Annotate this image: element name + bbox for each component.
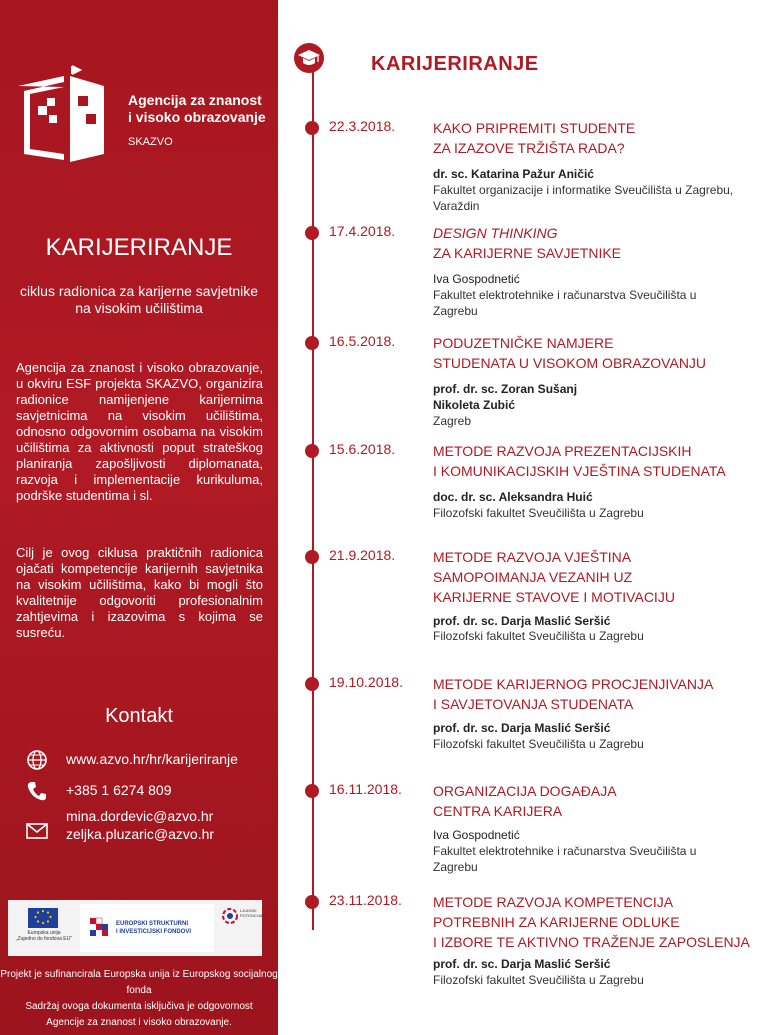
org-name-line2: i visoko obrazovanje bbox=[128, 109, 266, 125]
event-speaker: prof. dr. sc. Zoran Sušanj bbox=[433, 382, 578, 396]
event-title bbox=[433, 118, 635, 158]
event-date: 16.11.2018. bbox=[329, 781, 402, 797]
esi-funds-logo bbox=[80, 904, 214, 952]
event-speaker: prof. dr. sc. Darja Maslić Seršić bbox=[433, 957, 611, 971]
event-speaker: dr. sc. Katarina Pažur Aničić bbox=[433, 167, 594, 181]
timeline-line bbox=[312, 70, 314, 930]
event-date: 19.10.2018. bbox=[329, 674, 403, 690]
people-ring-icon bbox=[220, 906, 240, 926]
event-speaker: Iva Gospodnetić bbox=[433, 272, 520, 286]
event-date: 17.4.2018. bbox=[329, 223, 396, 239]
eu-label-2: „Zajedno do fondova EU" bbox=[16, 936, 72, 942]
human-potential-label: LJUDSKI POTENCIJALI bbox=[240, 908, 266, 918]
org-name bbox=[128, 92, 266, 126]
timeline-dot bbox=[305, 895, 319, 909]
event-title-line: CENTRA KARIJERA bbox=[433, 803, 563, 819]
envelope-icon bbox=[26, 820, 48, 842]
event-title-line: KARIJERNE STAVOVE I MOTIVACIJU bbox=[433, 589, 675, 605]
timeline-dot bbox=[305, 121, 319, 135]
esi-label-1: EUROPSKI STRUKTURNI bbox=[116, 921, 189, 927]
funding-logos bbox=[8, 900, 266, 956]
sidebar bbox=[0, 0, 278, 1035]
event-affiliation: Fakultet elektrotehnike i računarstva Sveučilišta u Zagrebu bbox=[433, 288, 697, 318]
event-title-line: KAKO PRIPREMITI STUDENTE bbox=[433, 120, 636, 136]
event-title-line: I SAVJETOVANJA STUDENATA bbox=[433, 696, 634, 712]
event-title-line: I IZBORE TE AKTIVNO TRAŽENJE ZAPOSLENJA bbox=[433, 934, 750, 950]
event-title-line: I KOMUNIKACIJSKIH VJEŠTINA STUDENATA bbox=[433, 463, 726, 479]
esi-label-2: I INVESTICIJSKI FONDOVI bbox=[116, 929, 192, 935]
event-title-line: METODE RAZVOJA PREZENTACIJSKIH bbox=[433, 443, 692, 459]
event-title bbox=[433, 333, 706, 373]
event-affiliation: Fakultet organizacije i informatike Sveučilišta u Zagrebu, Varaždin bbox=[433, 183, 734, 213]
footer-line-1: Projekt je sufinancirala Europska unija iz Europskog socijalnog fonda bbox=[0, 969, 278, 996]
event-title-line: POTREBNIH ZA KARIJERNE ODLUKE bbox=[433, 914, 680, 930]
timeline-dot bbox=[305, 226, 319, 240]
intro-paragraph: Agencija za znanost i visoko obrazovanje, u okviru ESF projekta SKAZVO, organizira radionice namijenjene karijernima savjetnicima na visokim učilištima, odnosno odgovornim osobama na visokim učilištima za aktivnosti poput strateškog planiranja zapošljivosti diplomanata, razvoja i implementacije kurikuluma, podrške studentima i sl. bbox=[16, 360, 263, 503]
event-title-line: PODUZETNIČKE NAMJERE bbox=[433, 335, 614, 351]
event-title-line: METODE RAZVOJA VJEŠTINA bbox=[433, 549, 632, 565]
sidebar-subtitle: ciklus radionica za karijerne savjetnike na visokim učilištima bbox=[19, 283, 259, 316]
event-title bbox=[433, 892, 750, 952]
event-speaker: prof. dr. sc. Darja Maslić Seršić bbox=[433, 721, 611, 735]
event-title-line: ZA KARIJERNE SAVJETNIKE bbox=[433, 245, 622, 261]
goal-paragraph: Cilj je ovog ciklusa praktičnih radionica ojačati kompetencije karijernih savjetnika na visokim učilištima, kako bi mogli što kvalitetnije odgovoriti profesionalnim zahtjevima i izazovima s kojima se susreću. bbox=[16, 545, 263, 640]
phone-icon bbox=[26, 780, 48, 802]
event-speaker: prof. dr. sc. Darja Maslić Seršić bbox=[433, 614, 611, 628]
org-abbr: SKAZVO bbox=[128, 136, 173, 148]
event-affiliation: Filozofski fakultet Sveučilišta u Zagrebu bbox=[433, 506, 644, 520]
graduation-cap-icon bbox=[293, 42, 325, 74]
event-title bbox=[433, 441, 726, 481]
contact-email-2[interactable]: zeljka.pluzaric@azvo.hr bbox=[66, 826, 215, 842]
contact-title: Kontakt bbox=[105, 705, 173, 727]
timeline-dot bbox=[305, 336, 319, 350]
event-affiliation: Fakultet elektrotehnike i računarstva Sveučilišta u Zagrebu bbox=[433, 844, 697, 874]
globe-icon bbox=[26, 749, 48, 771]
event-affiliation: Filozofski fakultet Sveučilišta u Zagrebu bbox=[433, 973, 644, 987]
timeline-dot bbox=[305, 550, 319, 564]
event-date: 15.6.2018. bbox=[329, 441, 396, 457]
sidebar-title: KARIJERIRANJE bbox=[45, 234, 233, 261]
event-title-line: METODE KARIJERNOG PROCJENJIVANJA bbox=[433, 676, 714, 692]
event-title-line: METODE RAZVOJA KOMPETENCIJA bbox=[433, 894, 674, 910]
event-title bbox=[433, 547, 675, 607]
timeline-dot bbox=[305, 677, 319, 691]
contact-phone-number[interactable]: +385 1 6274 809 bbox=[66, 782, 172, 798]
event-affiliation: Filozofski fakultet Sveučilišta u Zagrebu bbox=[433, 629, 644, 643]
contact-web-link[interactable]: www.azvo.hr/hr/karijeriranje bbox=[66, 751, 238, 767]
main-title: KARIJERIRANJE bbox=[371, 53, 539, 75]
eu-label-1: Europska unija bbox=[27, 930, 61, 936]
timeline-dot bbox=[305, 784, 319, 798]
event-title-line: ZA IZAZOVE TRŽIŠTA RADA? bbox=[433, 140, 625, 156]
croatia-checker-icon bbox=[86, 914, 112, 940]
eu-flag-icon bbox=[14, 906, 72, 950]
human-potential-logo bbox=[218, 904, 266, 952]
footer-line-3: Agencije za znanost i visoko obrazovanje. bbox=[46, 1017, 232, 1028]
contact-email-1[interactable]: mina.dordevic@azvo.hr bbox=[66, 808, 214, 824]
event-title bbox=[433, 674, 713, 714]
event-title-line: SAMOPOIMANJA VEZANIH UZ bbox=[433, 569, 633, 585]
event-speaker: Nikoleta Zubić bbox=[433, 398, 516, 412]
event-date: 22.3.2018. bbox=[329, 118, 396, 134]
timeline-dot bbox=[305, 444, 319, 458]
event-affiliation: Zagreb bbox=[433, 414, 472, 428]
azvo-logo-icon bbox=[14, 62, 110, 162]
event-title bbox=[433, 223, 621, 263]
event-date: 21.9.2018. bbox=[329, 547, 396, 563]
event-title-line: DESIGN THINKING bbox=[433, 225, 558, 241]
event-title-line: STUDENATA U VISOKOM OBRAZOVANJU bbox=[433, 355, 707, 371]
org-name-line1: Agencija za znanost bbox=[128, 92, 262, 108]
event-speaker: doc. dr. sc. Aleksandra Huić bbox=[433, 490, 593, 504]
footer-line-2: Sadržaj ovoga dokumenta isključiva je odgovornost bbox=[25, 1001, 253, 1012]
event-title-line: ORGANIZACIJA DOGAĐAJA bbox=[433, 783, 617, 799]
event-affiliation: Filozofski fakultet Sveučilišta u Zagrebu bbox=[433, 737, 644, 751]
funding-footer bbox=[0, 967, 278, 1031]
event-date: 23.11.2018. bbox=[329, 892, 402, 908]
event-title bbox=[433, 781, 617, 821]
event-date: 16.5.2018. bbox=[329, 333, 396, 349]
event-speaker: Iva Gospodnetić bbox=[433, 828, 520, 842]
